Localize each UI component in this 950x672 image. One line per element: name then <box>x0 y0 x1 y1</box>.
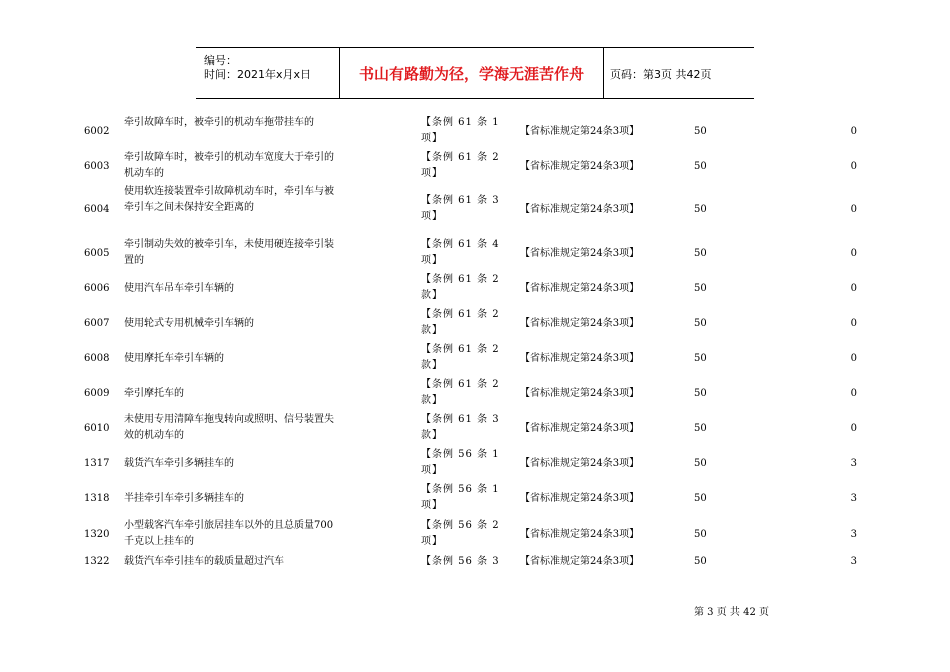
violation-description: 牵引故障车时，被牵引的机动车拖带挂车的 <box>124 117 314 128</box>
violation-description: 使用汽车吊车牵引车辆的 <box>124 283 234 294</box>
fine-amount: 50 <box>694 388 707 399</box>
header-meta-cell <box>196 48 340 98</box>
provincial-standard: 【省标准规定第24条3项】 <box>520 458 640 469</box>
regulation-clause: 【条例 61 条 1项】 <box>421 117 500 144</box>
regulation-clause: 【条例 61 条 2款】 <box>421 309 500 336</box>
violation-description: 小型载客汽车牵引旅居挂车以外的且总质量700千克以上挂车的 <box>124 520 334 547</box>
provincial-standard: 【省标准规定第24条3项】 <box>520 248 640 259</box>
regulation-clause: 【条例 56 条 1项】 <box>421 484 500 511</box>
violation-description: 牵引故障车时，被牵引的机动车宽度大于牵引的机动车的 <box>124 152 334 179</box>
header-motto-cell <box>340 48 604 98</box>
fine-amount: 50 <box>694 529 707 540</box>
penalty-points: 0 <box>850 423 857 434</box>
penalty-points: 0 <box>850 126 857 137</box>
violation-description: 半挂牵引车牵引多辆挂车的 <box>124 493 244 504</box>
regulation-clause: 【条例 61 条 2款】 <box>421 344 500 371</box>
provincial-standard: 【省标准规定第24条3项】 <box>520 529 640 540</box>
fine-amount: 50 <box>694 283 707 294</box>
provincial-standard: 【省标准规定第24条3项】 <box>520 388 640 399</box>
violation-description: 使用软连接装置牵引故障机动车时，牵引车与被牵引车之间未保持安全距离的 <box>124 186 334 213</box>
provincial-standard: 【省标准规定第24条3项】 <box>520 204 640 215</box>
penalty-points: 0 <box>850 388 857 399</box>
penalty-points: 0 <box>850 318 857 329</box>
provincial-standard: 【省标准规定第24条3项】 <box>520 161 640 172</box>
regulation-clause: 【条例 61 条 2项】 <box>421 152 500 179</box>
regulation-clause: 【条例 56 条 1项】 <box>421 449 500 476</box>
violation-code: 6007 <box>84 318 110 329</box>
violation-code: 6008 <box>84 353 110 364</box>
violation-description: 使用轮式专用机械牵引车辆的 <box>124 318 254 329</box>
fine-amount: 50 <box>694 161 707 172</box>
header-page-cell <box>604 48 754 98</box>
fine-amount: 50 <box>694 458 707 469</box>
page-header <box>196 47 754 99</box>
violation-description: 载货汽车牵引挂车的载质量超过汽车 <box>124 556 284 567</box>
penalty-points: 3 <box>850 529 857 540</box>
violation-code: 1320 <box>84 529 110 540</box>
violation-code: 1322 <box>84 556 110 567</box>
regulation-clause: 【条例 56 条 2项】 <box>421 520 500 547</box>
violation-description: 牵引摩托车的 <box>124 388 184 399</box>
penalty-points: 0 <box>850 204 857 215</box>
penalty-points: 0 <box>850 283 857 294</box>
violation-description: 载货汽车牵引多辆挂车的 <box>124 458 234 469</box>
regulation-clause: 【条例 61 条 4项】 <box>421 239 500 266</box>
regulation-clause: 【条例 61 条 2款】 <box>421 274 500 301</box>
regulation-clause: 【条例 56 条 3 <box>421 556 500 567</box>
violation-code: 6003 <box>84 161 110 172</box>
violation-code: 6006 <box>84 283 110 294</box>
violation-code: 6002 <box>84 126 110 137</box>
violation-code: 1318 <box>84 493 110 504</box>
fine-amount: 50 <box>694 248 707 259</box>
violation-description: 牵引制动失效的被牵引车，未使用硬连接牵引装置的 <box>124 239 334 266</box>
fine-amount: 50 <box>694 126 707 137</box>
provincial-standard: 【省标准规定第24条3项】 <box>520 353 640 364</box>
fine-amount: 50 <box>694 493 707 504</box>
violation-code: 6009 <box>84 388 110 399</box>
violation-code: 6005 <box>84 248 110 259</box>
provincial-standard: 【省标准规定第24条3项】 <box>520 493 640 504</box>
number-label: 编号： <box>204 54 237 67</box>
page-info: 页码：第3页 共42页 <box>610 68 712 81</box>
fine-amount: 50 <box>694 318 707 329</box>
time-label: 时间：2021年x月x日 <box>204 68 312 81</box>
violation-code: 6010 <box>84 423 110 434</box>
regulation-clause: 【条例 61 条 3款】 <box>421 414 500 441</box>
regulation-clause: 【条例 61 条 3项】 <box>421 195 500 222</box>
penalty-points: 0 <box>850 161 857 172</box>
penalty-points: 3 <box>850 458 857 469</box>
penalty-points: 3 <box>850 556 857 567</box>
violation-code: 1317 <box>84 458 110 469</box>
page-footer: 第 3 页 共 42 页 <box>694 607 769 618</box>
provincial-standard: 【省标准规定第24条3项】 <box>520 423 640 434</box>
regulation-clause: 【条例 61 条 2款】 <box>421 379 500 406</box>
motto-text: 书山有路勤为径，学海无涯苦作舟 <box>358 65 584 83</box>
penalty-points: 0 <box>850 353 857 364</box>
provincial-standard: 【省标准规定第24条3项】 <box>520 283 640 294</box>
penalty-points: 0 <box>850 248 857 259</box>
violation-code: 6004 <box>84 204 110 215</box>
violation-description: 使用摩托车牵引车辆的 <box>124 353 224 364</box>
provincial-standard: 【省标准规定第24条3项】 <box>520 556 640 567</box>
fine-amount: 50 <box>694 423 707 434</box>
penalty-points: 3 <box>850 493 857 504</box>
violation-description: 未使用专用清障车拖曳转向或照明、信号装置失效的机动车的 <box>124 414 334 441</box>
provincial-standard: 【省标准规定第24条3项】 <box>520 126 640 137</box>
fine-amount: 50 <box>694 204 707 215</box>
fine-amount: 50 <box>694 556 707 567</box>
provincial-standard: 【省标准规定第24条3项】 <box>520 318 640 329</box>
fine-amount: 50 <box>694 353 707 364</box>
